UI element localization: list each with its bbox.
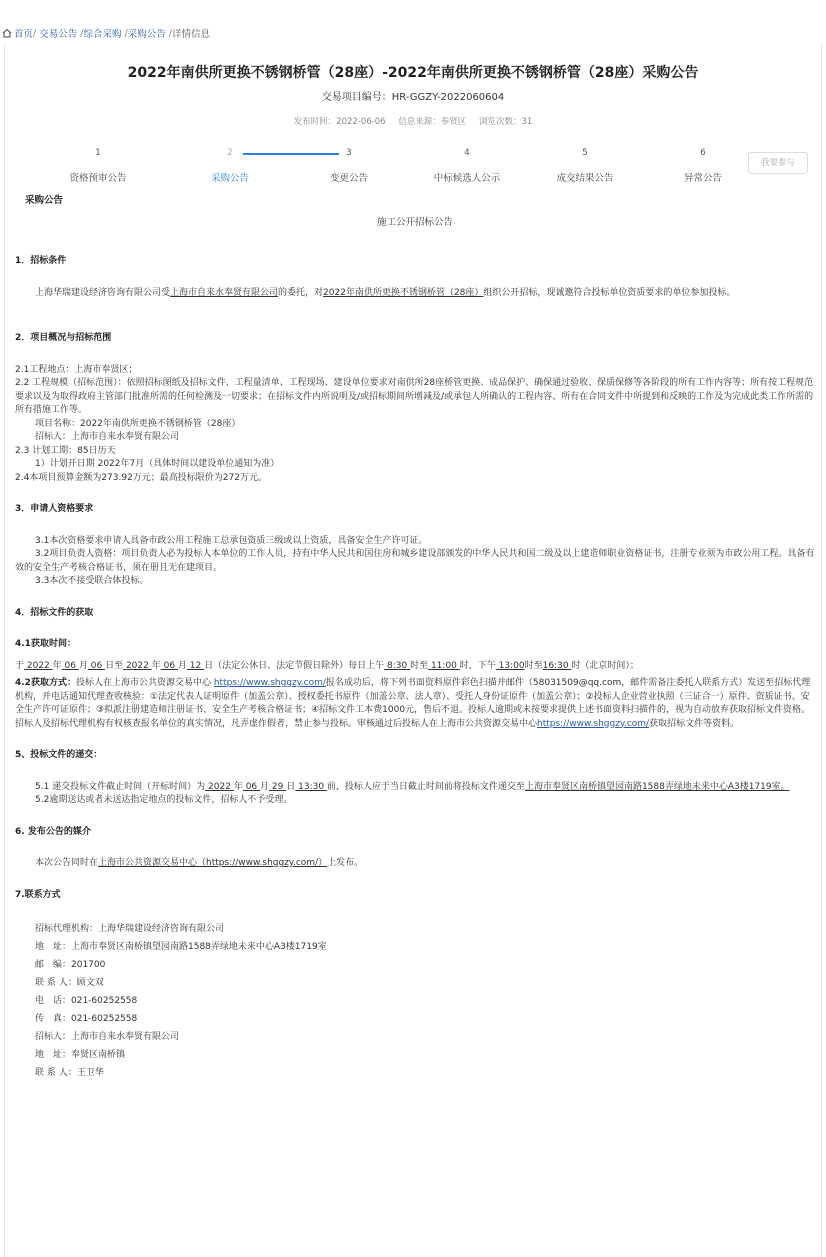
step-change[interactable] xyxy=(294,148,404,184)
section-1-heading: 1．招标条件 xyxy=(15,256,67,266)
month: 06 xyxy=(242,781,261,792)
s2-line2: 2.2 工程规模（招标范围）：依照招标图纸及招标文件、工程量清单、工程现场、建设单位要求对南供所28座桥管更换、成品保护、确保通过验收、保质保修等各阶段的所有工作内容等；所有按工程规范要求以及为取得政府主管部门批准所需的任何检测及一切要求；在招标文件内所说明及/或招标期间所增减及/或承包人所确认的工程内容、所有在合同文件中所提到和反映的工作及为完成此类工作所需的所有措施工作等。 xyxy=(15,378,814,415)
text: 月 xyxy=(78,660,88,671)
method-label: 4.2获取方式： xyxy=(15,678,76,688)
step-label: 中标候选人公示 xyxy=(433,173,501,184)
section-6-heading: 6. 发布公告的媒介 xyxy=(15,826,91,837)
text: 月 xyxy=(260,781,270,792)
year: 2022 xyxy=(24,660,53,671)
s5-line2: 5.2逾期送达或者未送达指定地点的投标文件，招标人不予受理。 xyxy=(35,795,293,805)
contact-line: 电 话：021-60252558 xyxy=(35,996,138,1006)
step-label: 采购公告 xyxy=(210,173,249,184)
text: 时至 xyxy=(410,660,429,671)
text: 时至 xyxy=(524,660,543,671)
contact-line: 招标代理机构：上海华瑞建设经济咨询有限公司 xyxy=(35,924,225,934)
s3-line1: 3.1本次资格要求申请人具备市政公用工程施工总承包资质三级或以上资质，具备安全生产许可证。 xyxy=(35,535,428,546)
s4-time xyxy=(15,660,815,674)
step-result[interactable] xyxy=(530,148,640,184)
step-purchase[interactable] xyxy=(175,148,285,184)
time: 16:30 xyxy=(542,660,572,671)
text: 日至 xyxy=(105,660,124,671)
section-7-heading: 7.联系方式 xyxy=(15,889,61,900)
step-number: 6 xyxy=(700,148,706,158)
step-label: 资格预审公告 xyxy=(69,173,127,184)
text: 前，投标人应于当日截止时间前将投标文件递交至 xyxy=(326,781,525,792)
text: 于 xyxy=(15,660,25,671)
text: 的委托，对 xyxy=(278,287,324,298)
contact-line: 联 系 人：王卫华 xyxy=(35,1068,104,1078)
shggzy-link[interactable]: https://www.shggzy.com/ xyxy=(537,718,650,729)
time: 13:30 xyxy=(295,781,327,792)
project-code: 交易项目编号：HR-GGZY-2022060604 xyxy=(321,92,505,103)
s5-line1 xyxy=(15,781,815,795)
text: 本次公告同时在 xyxy=(35,858,99,868)
contact-line: 地 址：奉贤区南桥镇 xyxy=(35,1050,126,1060)
text: 年 xyxy=(151,660,161,671)
doc-title: 施工公开招标公告 xyxy=(376,216,453,228)
text: 年 xyxy=(233,781,243,792)
page-title: 2022年南供所更换不锈钢桥管（28座）-2022年南供所更换不锈钢桥管（28座）采购公告 xyxy=(127,65,699,81)
step-number: 5 xyxy=(582,148,588,158)
text: 5.1 递交投标文件截止时间（开标时间）为 xyxy=(35,781,206,792)
year: 2022 xyxy=(123,660,152,671)
time: 13:00 xyxy=(495,660,525,671)
text: 月 xyxy=(177,660,187,671)
section-4-heading: 4．招标文件的获取 xyxy=(15,607,94,618)
contact-line: 地 址：上海市奉贤区南桥镇望园南路1588弄绿地未来中心A3楼1719室 xyxy=(35,942,327,952)
step-number: 3 xyxy=(346,148,352,158)
step-exception[interactable] xyxy=(648,148,758,184)
process-steps xyxy=(40,148,760,188)
section-2-heading: 2．项目概况与招标范围 xyxy=(15,333,112,343)
info-source: 信息来源：奉贤区 xyxy=(398,117,467,127)
announcement-body xyxy=(15,194,815,1082)
join-button[interactable]: 我要参与 xyxy=(748,152,808,174)
breadcrumb-trade[interactable]: 交易公告 xyxy=(39,29,78,40)
s3-line3: 3.3本次不接受联合体投标。 xyxy=(35,576,149,586)
meta-info xyxy=(0,115,826,127)
section-label: 采购公告 xyxy=(25,195,64,206)
month: 06 xyxy=(160,660,178,671)
day: 06 xyxy=(87,660,106,671)
breadcrumb-home[interactable]: 首页 xyxy=(14,29,34,40)
text: 组织公开招标，现诚邀符合投标单位资质要求的单位参加投标。 xyxy=(483,287,736,298)
section-3-heading: 3．申请人资格要求 xyxy=(15,504,94,514)
step-candidate[interactable] xyxy=(412,148,522,184)
project-name: 2022年南供所更换不锈钢桥管（28座） xyxy=(323,287,484,298)
home-icon[interactable] xyxy=(2,28,12,38)
contact-line: 传 真：021-60252558 xyxy=(35,1014,138,1024)
text: 报名成功后，将下列书面资料原件彩色扫描并邮件（58031509@qq.com，邮件需备注委托人联系方式）发送至招标代理机构，并电话通知代理查收核验：①法定代表人证明原件（加盖公章）、授权委托书原件（加盖公章、法人章）、受托人身份证原件（加盖公章）；②投标人企业营业执照（三证合一）原件、资质证书、安全生产许可证原件；③拟派注册建造师注册证书、安全生产考核合格证书；④招标文件工本费1000元，售后不退。投标人逾期或未按要求提供上述书面资料扫描件的，视为自动放弃获取招标文件资格。招标人及招标代理机构有权核查报名单位的真实情况，凡弄虚作假者，禁止参与投标。审核通过后投标人在上海市公共资源交易中心 xyxy=(15,678,811,729)
s2-line1: 2.1工程地点：上海市奉贤区； xyxy=(15,364,138,375)
step-number: 1 xyxy=(95,148,101,158)
step-label: 异常公告 xyxy=(683,173,722,184)
text: 日（法定公休日、法定节假日除外）每日上午 xyxy=(204,660,385,671)
contact-line: 招标人：上海市自来水奉贤有限公司 xyxy=(35,1032,180,1042)
step-label: 变更公告 xyxy=(329,173,368,184)
s6-line xyxy=(15,857,815,871)
text: 年 xyxy=(52,660,62,671)
step-number: 4 xyxy=(464,148,470,158)
day: 29 xyxy=(269,781,287,792)
time: 8:30 xyxy=(384,660,411,671)
breadcrumb-current: 详情信息 xyxy=(172,29,211,40)
time: 11:00 xyxy=(428,660,460,671)
text: 时，下午 xyxy=(459,660,496,671)
s2-line3: 项目名称：2022年南供所更换不锈钢桥管（28座） xyxy=(35,418,241,429)
text: 时（北京时间）； xyxy=(571,660,639,671)
breadcrumb-purchase[interactable]: 采购公告 xyxy=(127,29,166,40)
s2-line7: 2.4本项目预算金额为273.92万元；最高投标限价为272万元。 xyxy=(15,472,267,483)
month: 06 xyxy=(61,660,79,671)
s2-line6: 1）计划开日期 2022年7月（具体时间以建设单位通知为准） xyxy=(35,459,280,469)
publish-time: 发布时间：2022-06-06 xyxy=(293,117,386,127)
submission-address: 上海市奉贤区南桥镇望园南路1588弄绿地未来中心A3楼1719室。 xyxy=(524,781,790,792)
view-count: 浏览次数：31 xyxy=(479,117,533,127)
s2-line4: 招标人：上海市自来水奉贤有限公司 xyxy=(35,432,180,442)
text: 投标人在上海市公共资源交易中心 xyxy=(75,678,214,688)
client-name: 上海市自来水奉贤有限公司 xyxy=(170,287,279,298)
media-name: 上海市公共资源交易中心（https://www.shggzy.com/） xyxy=(98,858,328,868)
shggzy-link[interactable]: https://www.shggzy.com/ xyxy=(213,678,326,688)
text: 日 xyxy=(286,781,296,792)
text: 获取招标文件等资料。 xyxy=(649,718,740,729)
breadcrumb: 首页 / 交易公告 / 综合采购 / 采购公告 / 详情信息 xyxy=(2,26,210,40)
contact-line: 邮 编：201700 xyxy=(35,960,106,970)
contact-list xyxy=(15,920,815,1082)
contact-line: 联 系 人：顾文双 xyxy=(35,978,104,988)
section-1-text xyxy=(15,287,815,301)
breadcrumb-comprehensive[interactable]: 综合采购 xyxy=(83,29,122,40)
text: 上发布。 xyxy=(327,858,364,868)
step-number: 2 xyxy=(227,148,233,158)
step-label: 成交结果公告 xyxy=(556,173,614,184)
s4-method xyxy=(15,677,815,731)
section-5-heading: 5、投标文件的递交： xyxy=(15,750,103,760)
text: 上海华瑞建设经济咨询有限公司受 xyxy=(35,287,171,298)
step-prequalification[interactable] xyxy=(43,148,153,184)
s4-sub: 4.1获取时间： xyxy=(15,639,76,649)
day: 12 xyxy=(186,660,205,671)
s3-line2: 3.2项目负责人资格：项目负责人必为投标人本单位的工作人员，持有中华人民共和国住房和城乡建设部颁发的中华人民共和国二级及以上建造师职业资格证书，注册专业须为市政公用工程。具备有效的安全生产考核合格证书，须在册且无在建项目。 xyxy=(15,549,815,573)
year: 2022 xyxy=(205,781,234,792)
s2-line5: 2.3 计划工期：85日历天 xyxy=(15,445,116,456)
